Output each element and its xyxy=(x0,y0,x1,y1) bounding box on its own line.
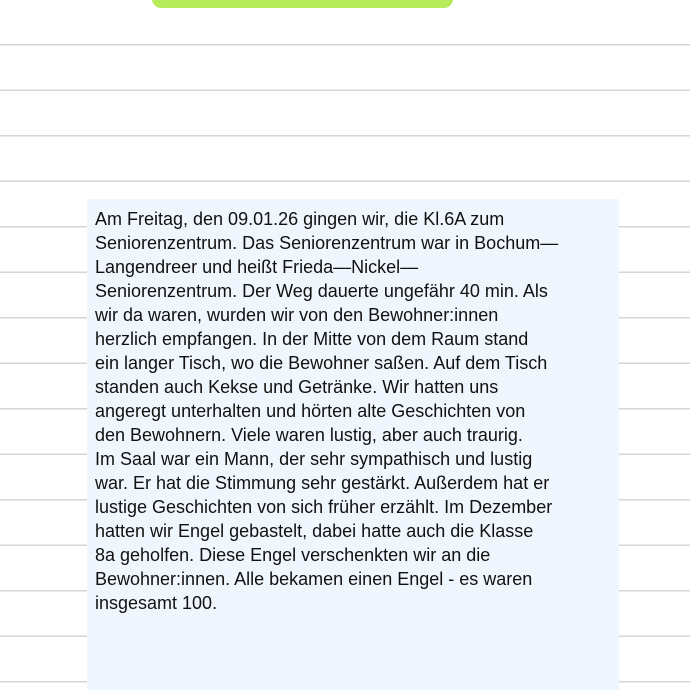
note-text[interactable]: Am Freitag, den 09.01.26 gingen wir, die Kl.6A zum Seniorenzentrum. Das Seniorenzentrum war in Bochum— Langendreer und heißt Frieda—Nickel— Seniorenzentrum. Der Weg dauerte ungefähr 40 min. Als wir da waren, wurden wir von den Bewohner:innen herzlich empfangen. In der Mitte von dem Raum stand ein langer Tisch, wo die Bewohner saßen. Auf dem Tisch standen auch Kekse und Getränke. Wir hatten uns angeregt unterhalten und hörten alte Geschichten von den Bewohnern. Viele waren lustig, aber auch traurig. Im Saal war ein Mann, der sehr sympathisch und lustig war. Er hat die Stimmung sehr gestärkt. Außerdem hat er lustige Geschichten von sich früher erzählt. Im Dezember hatten wir Engel gebastelt, dabei hatte auch die Klasse 8a geholfen. Diese Engel verschenkten wir an die Bewohner:innen. Alle bekamen einen Engel - es waren insgesamt 100. xyxy=(95,209,559,613)
text-card[interactable] xyxy=(87,199,619,690)
highlight-bar xyxy=(152,0,453,8)
